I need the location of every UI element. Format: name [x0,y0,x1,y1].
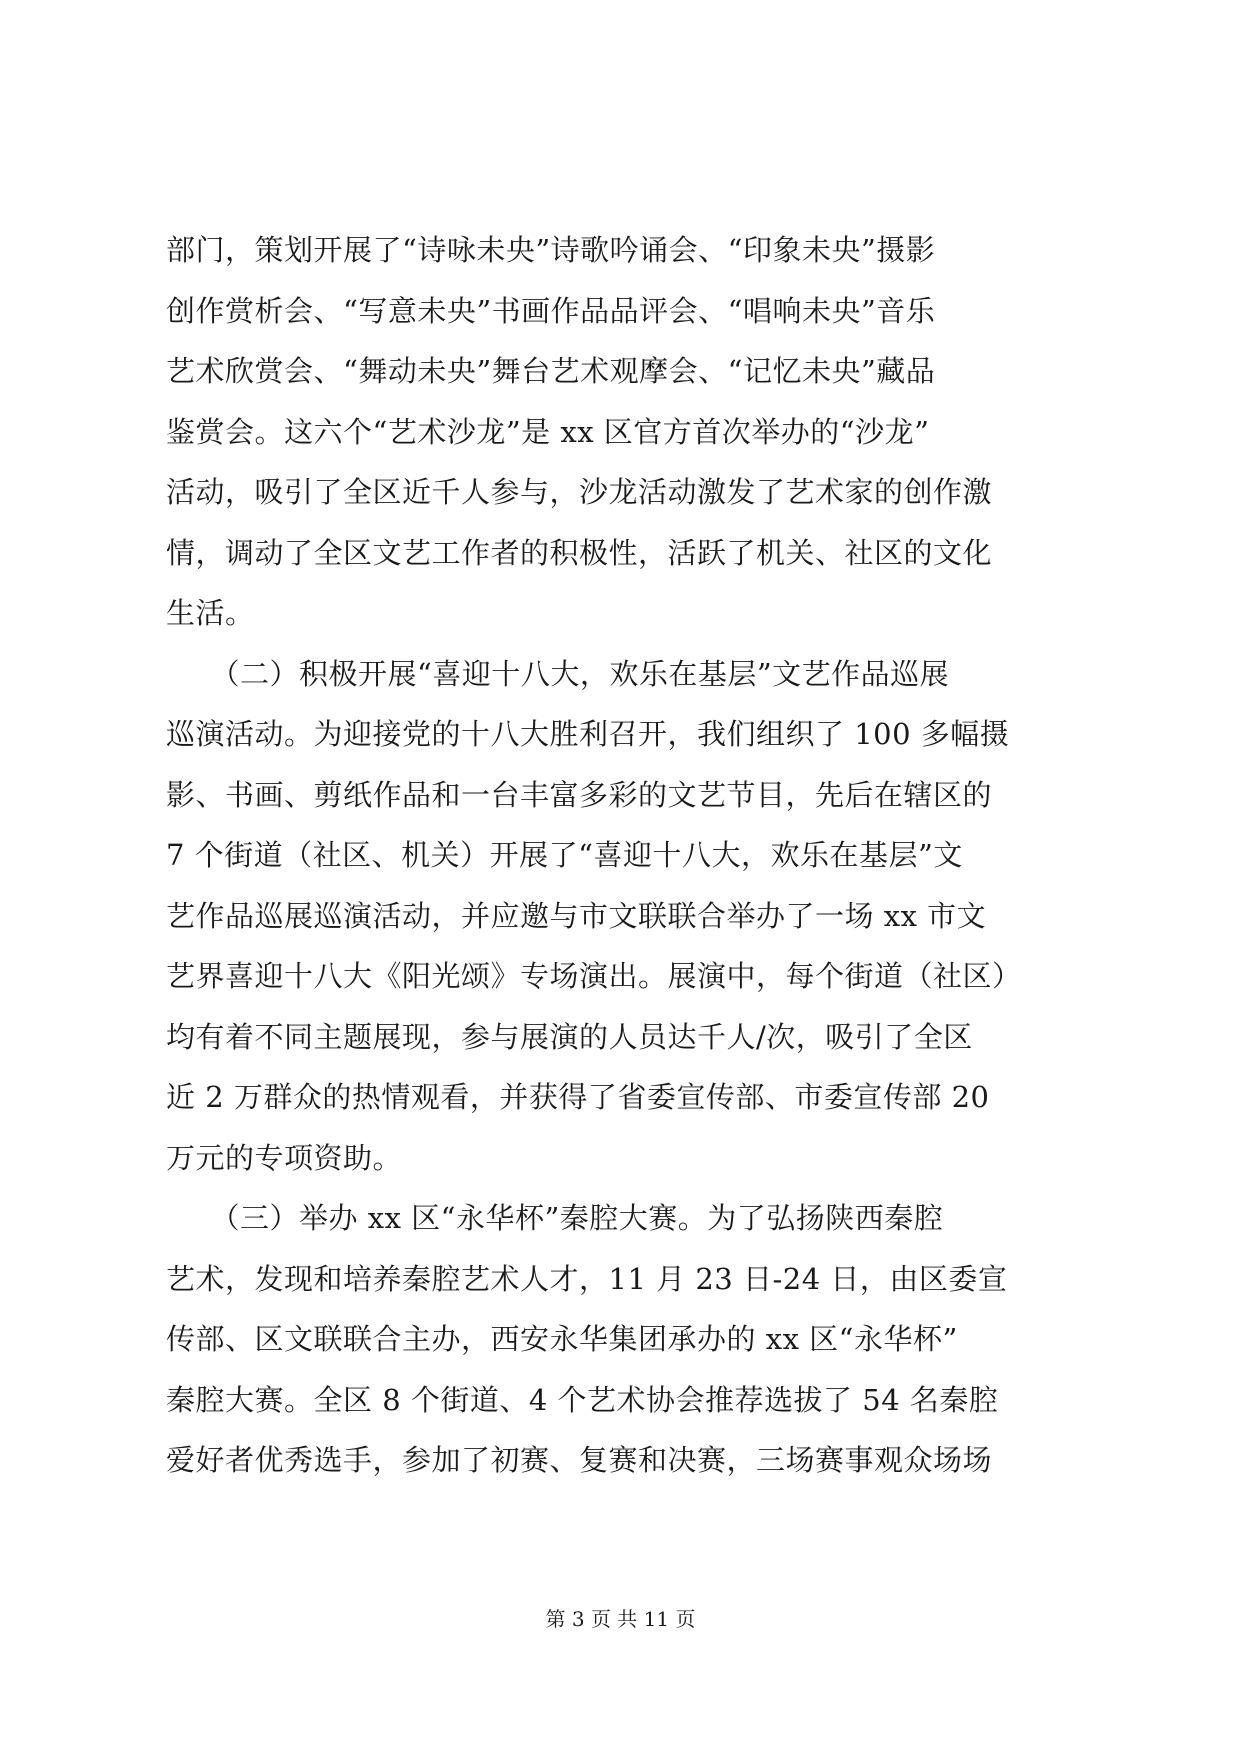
text-line: （二）积极开展“喜迎十八大，欢乐在基层”文艺作品巡展 [166,656,950,691]
text-line: 艺术欣赏会、“舞动未央”舞台艺术观摩会、“记忆未央”藏品 [166,354,936,388]
text-line: 传部、区文联联合主办，西安永华集团承办的 xx 区“永华杯” [166,1322,958,1356]
text-line: 影、书画、剪纸作品和一台丰富多彩的文艺节目，先后在辖区的 [166,777,993,812]
text-line: 爱好者优秀选手，参加了初赛、复赛和决赛，三场赛事观众场场 [166,1443,993,1477]
text-line: 艺界喜迎十八大《阳光颂》专场演出。展演中，每个街道（社区） [166,959,1022,993]
text-line: 艺术，发现和培养秦腔艺术人才，11 月 23 日-24 日，由区委宣 [166,1261,1008,1296]
text-line: 7 个街道（社区、机关）开展了“喜迎十八大，欢乐在基层”文 [166,838,963,872]
text-line: 鉴赏会。这六个“艺术沙龙”是 xx 区官方首次举办的“沙龙” [166,414,930,449]
text-line: 秦腔大赛。全区 8 个街道、4 个艺术协会推荐选拔了 54 名秦腔 [166,1382,999,1417]
text-line: 艺作品巡展巡演活动，并应邀与市文联联合举办了一场 xx 市文 [166,898,987,933]
page-number-footer: 第 3 页 共 11 页 [545,1607,696,1631]
document-body [166,220,1076,1491]
text-line: 巡演活动。为迎接党的十八大胜利召开，我们组织了 100 多幅摄 [166,717,1010,751]
text-line: 万元的专项资助。 [166,1140,403,1175]
text-line: 情，调动了全区文艺工作者的积极性，活跃了机关、社区的文化 [166,535,993,570]
text-line: 活动，吸引了全区近千人参与，沙龙活动激发了艺术家的创作激 [166,475,993,509]
text-line: 均有着不同主题展现，参与展演的人员达千人/次，吸引了全区 [166,1019,973,1054]
text-line: 生活。 [166,596,255,630]
text-line: 创作赏析会、“写意未央”书画作品品评会、“唱响未央”音乐 [166,293,936,328]
text-line: 近 2 万群众的热情观看，并获得了省委宣传部、市委宣传部 20 [166,1080,990,1114]
text-line: （三）举办 xx 区“永华杯”秦腔大赛。为了弘扬陕西秦腔 [166,1201,944,1235]
text-line: 部门，策划开展了“诗咏未央”诗歌吟诵会、“印象未央”摄影 [166,233,936,267]
